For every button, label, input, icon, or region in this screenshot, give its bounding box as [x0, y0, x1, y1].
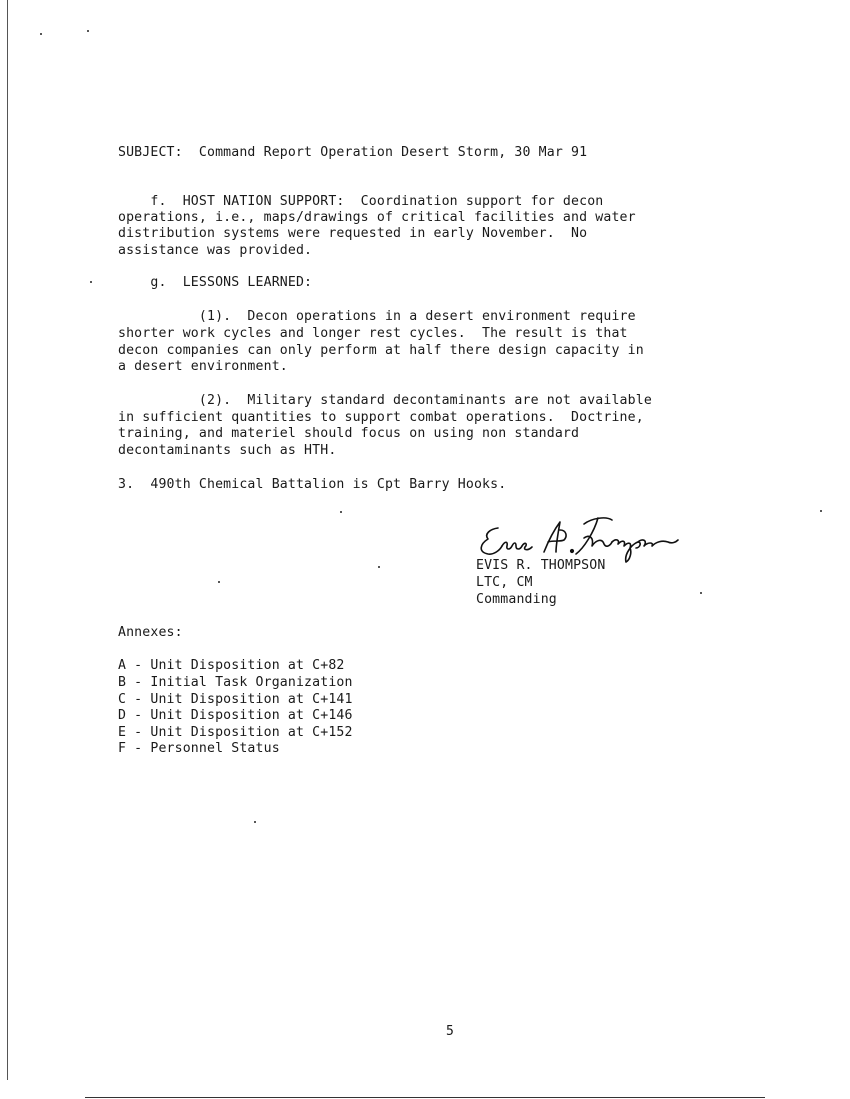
lesson-1-line: a desert environment.	[118, 359, 288, 374]
scan-speck	[700, 592, 702, 594]
page-number: 5	[446, 1024, 454, 1039]
lessons-heading: g. LESSONS LEARNED:	[118, 275, 313, 290]
scan-speck	[340, 511, 342, 513]
scan-speck	[254, 821, 256, 823]
host-nation-line: operations, i.e., maps/drawings of critical facilities and water	[118, 210, 636, 225]
host-nation-line: f. HOST NATION SUPPORT: Coordination support for decon	[118, 194, 604, 209]
bottom-scan-edge	[85, 1097, 765, 1098]
scan-speck	[820, 510, 822, 512]
lesson-1-line: decon companies can only perform at half there design capacity in	[118, 343, 644, 358]
signer-rank: LTC, CM	[476, 575, 533, 590]
scan-speck	[218, 581, 220, 583]
host-nation-line: distribution systems were requested in early November. No	[118, 226, 588, 241]
left-scan-edge	[7, 0, 8, 1080]
lesson-2-line: (2). Military standard decontaminants are not available	[118, 393, 652, 408]
annex-item: A - Unit Disposition at C+82	[118, 658, 345, 673]
annex-item: B - Initial Task Organization	[118, 675, 353, 690]
scan-speck	[90, 281, 92, 283]
host-nation-line: assistance was provided.	[118, 243, 313, 258]
annex-item: F - Personnel Status	[118, 741, 280, 756]
annex-item: C - Unit Disposition at C+141	[118, 692, 353, 707]
lesson-2-line: decontaminants such as HTH.	[118, 443, 337, 458]
annex-item: E - Unit Disposition at C+152	[118, 725, 353, 740]
signer-title: Commanding	[476, 592, 557, 607]
lesson-1-line: (1). Decon operations in a desert environment require	[118, 309, 636, 324]
subject-line: SUBJECT: Command Report Operation Desert Storm, 30 Mar 91	[118, 145, 588, 160]
scan-speck	[87, 30, 89, 32]
lesson-1-line: shorter work cycles and longer rest cycles. The result is that	[118, 326, 628, 341]
item-3-line: 3. 490th Chemical Battalion is Cpt Barry Hooks.	[118, 477, 507, 492]
lesson-2-line: training, and materiel should focus on using non standard	[118, 426, 580, 441]
annexes-heading: Annexes:	[118, 625, 183, 640]
scan-speck	[378, 566, 380, 568]
scan-speck	[40, 33, 42, 35]
signer-name: EVIS R. THOMPSON	[476, 558, 606, 573]
annex-item: D - Unit Disposition at C+146	[118, 708, 353, 723]
lesson-2-line: in sufficient quantities to support combat operations. Doctrine,	[118, 410, 644, 425]
